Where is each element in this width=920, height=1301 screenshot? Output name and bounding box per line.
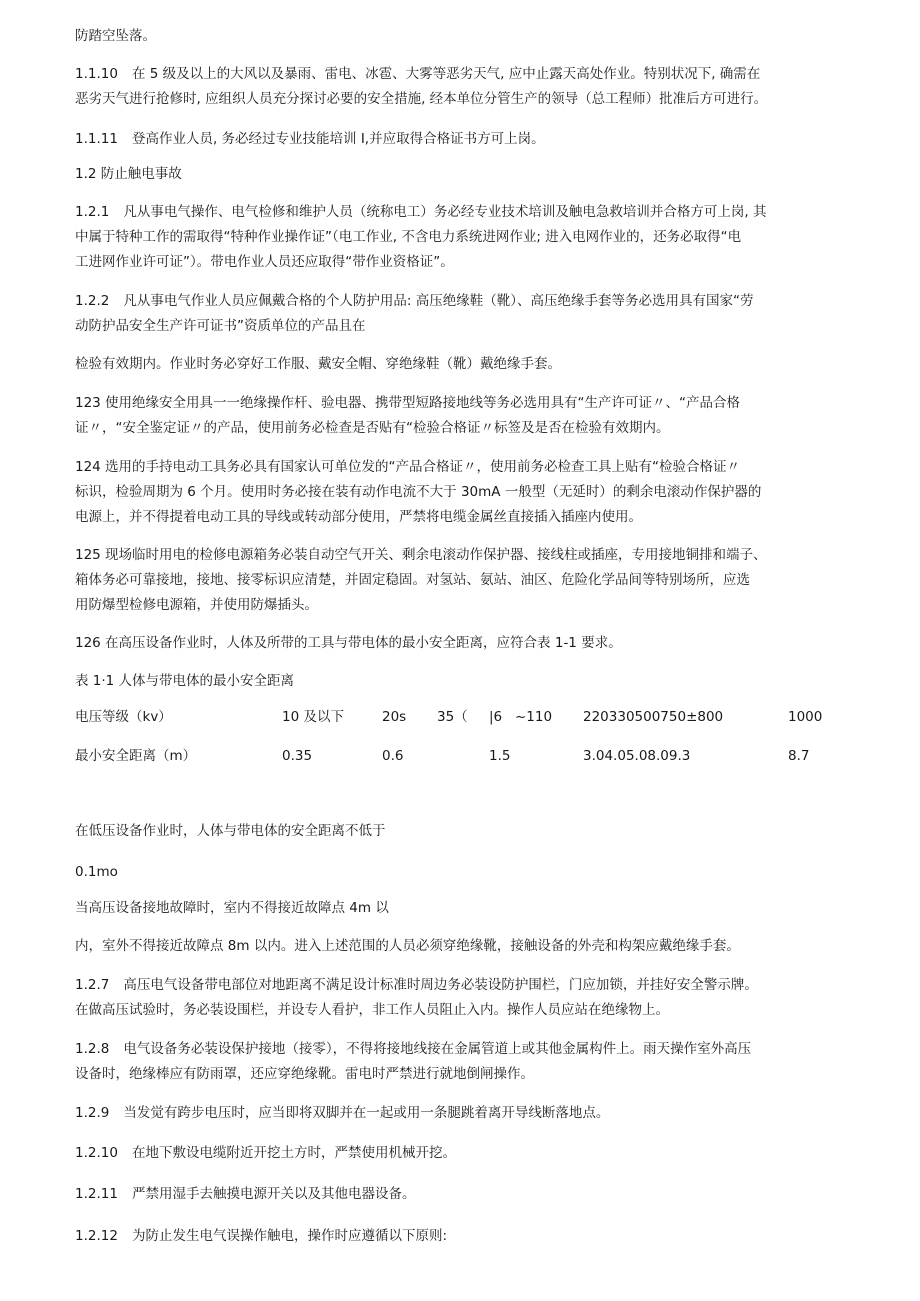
clause-1-2-8-cont: 设备时，绝缘棒应有防雨罩，还应穿绝缘靴。雷电时严禁进行就地倒闸操作。 [75, 1066, 534, 1082]
clause-number: 1.2.1 [75, 204, 110, 220]
clause-1-2-11 [75, 1182, 415, 1207]
clause-number: 1.2.9 [75, 1105, 110, 1121]
table-cell: 1000 [788, 709, 823, 725]
section-heading-1-2: 1.2 防止触电事故 [75, 166, 182, 182]
clause-123-line2: 证〃，“安全鉴定证〃的产品，使用前务必检查是否贴有“检验合格证〃标签及是否在检验有效期内。 [75, 420, 670, 436]
table-row-distance [75, 744, 865, 769]
clause-number: 1.2.7 [75, 977, 110, 993]
clause-1-2-10 [75, 1141, 456, 1166]
clause-text: 为防止发生电气误操作触电，操作时应遵循以下原则: [131, 1228, 448, 1244]
table-cell-header: 最小安全距离（m） [75, 748, 197, 764]
safety-distance-table [75, 705, 865, 769]
clause-number: 1.2.11 [75, 1186, 118, 1202]
clause-number: 1.1.11 [75, 131, 118, 147]
table-cell-header: 电压等级（kv） [75, 709, 172, 725]
clause-1-2-1-cont2: 工进网作业许可证”）。带电作业人员还应取得“带作业资格证”。 [75, 254, 454, 270]
clause-text: 登高作业人员, 务必经过专业技能培训 I,并应取得合格证书方可上岗。 [131, 131, 545, 147]
clause-125-line1: 125 现场临时用电的检修电源箱务必装自动空气开关、剩余电滚动作保护器、接线柱或插座，专用接地铜排和端子、 [75, 547, 767, 563]
clause-text: 凡从事电气操作、电气检修和维护人员（统称电工）务必经专业技术培训及触电急救培训并合格方可上岗, 其 [123, 204, 767, 220]
clause-1-2-2-cont2: 检验有效期内。作业时务必穿好工作服、戴安全帽、穿绝缘鞋（靴）戴绝缘手套。 [75, 356, 561, 372]
clause-1-2-1 [75, 200, 766, 225]
clause-number: 1.2.12 [75, 1228, 118, 1244]
clause-number: 1.2.2 [75, 293, 110, 309]
clause-124-line3: 电源上，并不得提着电动工具的导线或转动部分使用，严禁将电缆金属丝直接插入插座内使用。 [75, 509, 642, 525]
clause-number: 1.2.10 [75, 1145, 118, 1161]
table-cell: ~110 [515, 709, 553, 725]
table-cell: 1.5 [489, 748, 511, 764]
table-cell: |6 [489, 709, 503, 725]
clause-1-2-2 [75, 289, 753, 314]
clause-1-2-9 [75, 1101, 609, 1126]
clause-text: 在地下敷设电缆附近开挖土方时，严禁使用机械开挖。 [131, 1145, 456, 1161]
low-voltage-distance: 在低压设备作业时，人体与带电体的安全距离不低于 [75, 823, 386, 839]
clause-1-2-7 [75, 973, 758, 998]
paragraph-fall-prevention: 防踏空坠落。 [75, 28, 156, 44]
clause-1-2-7-cont: 在做高压试验时，务必装设围栏，并设专人看护，非工作人员阻止入内。操作人员应站在绝缘物上。 [75, 1002, 669, 1018]
clause-125-line3: 用防爆型检修电源箱，并使用防爆插头。 [75, 597, 318, 613]
clause-1-1-10 [75, 62, 760, 87]
table-cell: 35（ [437, 709, 468, 725]
table-cell: 3.04.05.08.09.3 [583, 748, 691, 764]
clause-text: 电气设备务必装设保护接地（接零），不得将接地线接在金属管道上或其他金属构件上。雨天操作室外高压 [123, 1041, 752, 1057]
clause-text: 凡从事电气作业人员应佩戴合格的个人防护用品: 高压绝缘鞋（靴）、高压绝缘手套等务必选用具有国家“劳 [123, 293, 754, 309]
clause-1-1-10-cont: 恶劣天气进行抢修时, 应组织人员充分探讨必要的安全措施, 经本单位分管生产的领导（总工程师）批准后方可进行。 [75, 91, 768, 107]
table-caption: 表 1·1 人体与带电体的最小安全距离 [75, 673, 295, 689]
table-row-voltage [75, 705, 865, 730]
table-cell: 220330500750±800 [583, 709, 724, 725]
ground-fault-line1: 当高压设备接地故障时，室内不得接近故障点 4m 以 [75, 900, 389, 916]
clause-number: 1.1.10 [75, 66, 118, 82]
clause-text: 在 5 级及以上的大风以及暴雨、雷电、冰雹、大雾等恶劣天气, 应中止露天高处作业。特别状况下, 确需在 [131, 66, 761, 82]
clause-123-line1: 123 使用绝缘安全用具一一绝缘操作杆、验电器、携带型短路接地线等务必选用具有“生产许可证〃、“产品合格 [75, 395, 741, 411]
clause-1-2-2-cont1: 动防护品安全生产许可证书”资质单位的产品且在 [75, 318, 366, 334]
clause-number: 1.2.8 [75, 1041, 110, 1057]
clause-1-2-1-cont1: 中属于特种工作的需取得“特种作业操作证”（电工作业, 不含电力系统进网作业; 进入电网作业的，还务必取得“电 [75, 229, 742, 245]
clause-124-line2: 标识，检验周期为 6 个月。使用时务必接在装有动作电流不大于 30mA 一般型（无延时）的剩余电滚动作保护器的 [75, 484, 762, 500]
clause-1-2-12 [75, 1224, 447, 1249]
table-cell: 8.7 [788, 748, 810, 764]
clause-125-line2: 箱体务必可靠接地，接地、接零标识应清楚，并固定稳固。对氢站、氨站、油区、危险化学品间等特别场所，应选 [75, 572, 750, 588]
clause-text: 当发觉有跨步电压时，应当即将双脚并在一起或用一条腿跳着离开导线断落地点。 [123, 1105, 610, 1121]
table-cell: 0.35 [282, 748, 313, 764]
clause-1-1-11 [75, 127, 545, 152]
ground-fault-line2: 内，室外不得接近故障点 8m 以内。进入上述范围的人员必须穿绝缘靴，接触设备的外壳和构架应戴绝缘手套。 [75, 938, 740, 954]
table-cell: 20s [382, 709, 407, 725]
low-voltage-value: 0.1mo [75, 864, 118, 880]
clause-text: 严禁用湿手去触摸电源开关以及其他电器设备。 [131, 1186, 416, 1202]
table-cell: 10 及以下 [282, 709, 344, 725]
clause-124-line1: 124 选用的手持电动工具务必具有国家认可单位发的“产品合格证〃，使用前务必检查工具上贴有“检验合格证〃 [75, 459, 741, 475]
clause-text: 高压电气设备带电部位对地距离不满足设计标准时周边务必装设防护围栏，门应加锁，并挂好安全警示牌。 [123, 977, 758, 993]
table-cell: 0.6 [382, 748, 404, 764]
clause-1-2-8 [75, 1037, 751, 1062]
clause-126: 126 在高压设备作业时，人体及所带的工具与带电体的最小安全距离，应符合表 1-1 要求。 [75, 635, 622, 651]
